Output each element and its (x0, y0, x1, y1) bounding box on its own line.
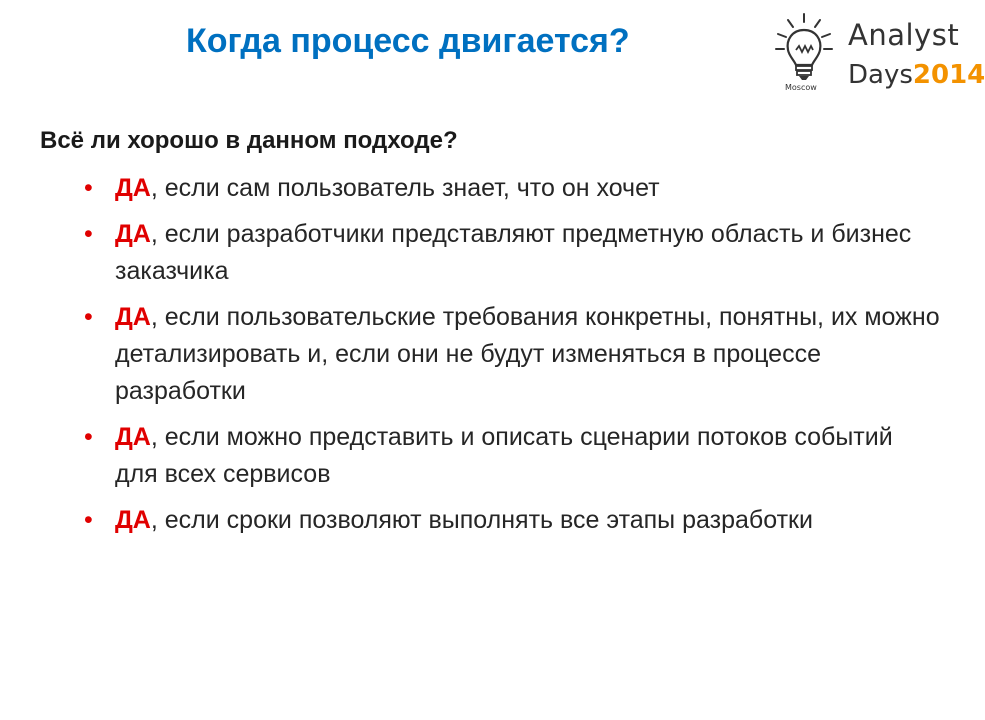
logo-year: 2014 (912, 60, 985, 90)
analyst-days-logo (770, 10, 985, 95)
bullet-text: , если разработчики представляют предметную область и бизнес заказчика (115, 220, 912, 285)
bullet-text: , если сам пользователь знает, что он хочет (150, 174, 660, 202)
bullet-lead: ДА (115, 423, 151, 451)
bullet-lead: ДА (115, 303, 151, 331)
bullet-item (80, 419, 940, 493)
logo-title-line2 (848, 60, 985, 90)
bullet-marker: • (84, 303, 93, 331)
bullet-text: , если можно представить и описать сценарии потоков событий для всех сервисов (115, 423, 893, 488)
lightbulb-icon (770, 10, 842, 95)
bullet-lead: ДА (115, 506, 151, 534)
bullet-text: , если пользовательские требования конкретны, понятны, их можно детализировать и, если они не будут изменяться в процессе разработки (115, 303, 940, 405)
bullet-item (80, 502, 940, 539)
bullet-lead: ДА (115, 220, 151, 248)
slide-title: Когда процесс двигается? (186, 22, 630, 60)
logo-city: Moscow (785, 83, 817, 92)
logo-days: Days (848, 60, 913, 90)
bullet-text: , если сроки позволяют выполнять все этапы разработки (150, 506, 813, 534)
bullet-lead: ДА (115, 174, 151, 202)
section-question: Всё ли хорошо в данном подходе? (40, 127, 458, 154)
bullet-item (80, 216, 940, 290)
logo-title-line1: Analyst (848, 18, 960, 52)
bullet-item (80, 299, 940, 410)
bullet-item (80, 170, 940, 207)
bullet-marker: • (84, 506, 93, 534)
bullet-marker: • (84, 174, 93, 202)
bullet-list (80, 170, 940, 548)
bullet-marker: • (84, 220, 93, 248)
bullet-marker: • (84, 423, 93, 451)
